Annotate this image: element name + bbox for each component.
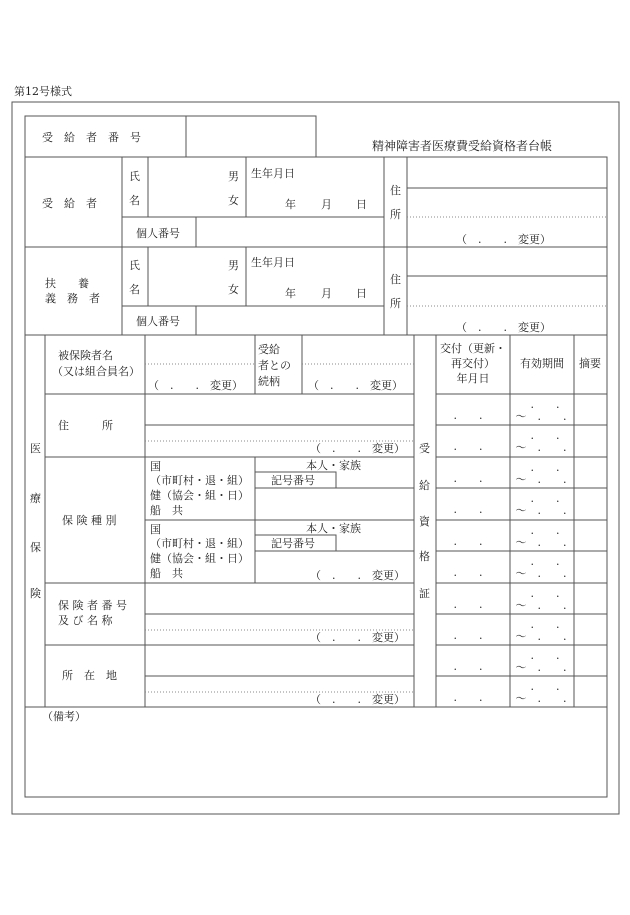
- validity-end-line: ～ . .: [515, 692, 567, 705]
- supporter-label-line2: 義 務 者: [45, 292, 100, 305]
- issue-date-dots: . .: [453, 535, 483, 548]
- type-kenpo: 健（協会・組・日）: [150, 489, 249, 502]
- validity-end-line: ～ . .: [515, 661, 567, 674]
- issue-date-dots: . .: [453, 503, 483, 516]
- personal-number-label: 個人番号: [136, 315, 180, 328]
- female-option: 女: [228, 283, 239, 296]
- validity-start-dots: . .: [530, 649, 560, 662]
- personal-number-label: 個人番号: [136, 227, 180, 240]
- medical-insurance-char: 療: [30, 492, 41, 505]
- validity-end-line: ～ . .: [515, 473, 567, 486]
- name-mei-char: 名: [129, 283, 140, 296]
- validity-start-dots: . .: [530, 429, 560, 442]
- validity-start-dots: . .: [530, 398, 560, 411]
- issue-date-dots: . .: [453, 629, 483, 642]
- validity-header: 有効期間: [520, 357, 564, 370]
- form-number: 第12号様式: [14, 85, 72, 98]
- year-label: 年: [285, 198, 296, 211]
- month-label: 月: [321, 287, 332, 300]
- female-option: 女: [228, 194, 239, 207]
- medical-insurance-char: 保: [30, 541, 41, 554]
- address-ju-char: 住: [390, 184, 401, 197]
- type-municipal: （市町村・退・組）: [150, 537, 249, 550]
- change-note: （ . . 変更）: [308, 379, 403, 392]
- year-label: 年: [285, 287, 296, 300]
- validity-end-line: ～ . .: [515, 599, 567, 612]
- recipient-label: 受 給 者: [42, 197, 97, 210]
- name-shi-char: 氏: [129, 170, 140, 183]
- issue-date-dots: . .: [453, 440, 483, 453]
- issue-date-dots: . .: [453, 472, 483, 485]
- remarks-label: （備考）: [42, 710, 86, 723]
- summary-header: 摘要: [579, 357, 601, 370]
- issue-date-dots: . .: [453, 598, 483, 611]
- validity-end-line: ～ . .: [515, 567, 567, 580]
- male-option: 男: [228, 259, 239, 272]
- day-label: 日: [356, 287, 367, 300]
- address-sho-char: 所: [390, 297, 401, 310]
- relation-label: 者との: [258, 359, 291, 372]
- certificate-char: 資: [419, 515, 430, 528]
- certificate-char: 格: [419, 550, 430, 563]
- issue-date-dots: . .: [453, 691, 483, 704]
- supporter-label-line1: 扶 養: [45, 277, 89, 290]
- recipient-number-label: 受 給 者 番 号: [42, 131, 141, 144]
- self-family-option: 本人・家族: [306, 522, 361, 535]
- male-option: 男: [228, 170, 239, 183]
- self-family-option: 本人・家族: [306, 459, 361, 472]
- validity-start-dots: . .: [530, 587, 560, 600]
- certificate-char: 証: [419, 587, 430, 600]
- type-municipal: （市町村・退・組）: [150, 474, 249, 487]
- medical-insurance-char: 険: [30, 587, 41, 600]
- name-shi-char: 氏: [129, 259, 140, 272]
- type-kuni: 国: [150, 460, 161, 473]
- validity-start-dots: . .: [530, 680, 560, 693]
- issue-date-header: 再交付）: [451, 357, 495, 370]
- address-sho-char: 所: [390, 208, 401, 221]
- type-kuni: 国: [150, 523, 161, 536]
- address-ju-char: 住: [390, 273, 401, 286]
- validity-start-dots: . .: [530, 618, 560, 631]
- validity-end-line: ～ . .: [515, 630, 567, 643]
- symbol-number-label: 記号番号: [271, 474, 315, 487]
- validity-end-line: ～ . .: [515, 410, 567, 423]
- address-change-note: （ . . 変更）: [456, 233, 551, 246]
- issue-date-dots: . .: [453, 566, 483, 579]
- insurance-type-label: 保 険 種 別: [62, 514, 117, 527]
- validity-end-line: ～ . .: [515, 504, 567, 517]
- validity-start-dots: . .: [530, 461, 560, 474]
- change-note: （ . . 変更）: [310, 442, 405, 455]
- insured-name-sub-label: （又は組合員名）: [52, 365, 140, 378]
- type-kenpo: 健（協会・組・日）: [150, 552, 249, 565]
- symbol-number-label: 記号番号: [271, 537, 315, 550]
- medical-insurance-char: 医: [30, 442, 41, 455]
- type-senin: 船 共: [150, 504, 183, 517]
- issue-date-dots: . .: [453, 409, 483, 422]
- relation-label: 続柄: [258, 375, 280, 388]
- validity-end-line: ～ . .: [515, 536, 567, 549]
- change-note: （ . . 変更）: [310, 631, 405, 644]
- day-label: 日: [356, 198, 367, 211]
- birth-date-label: 生年月日: [251, 256, 295, 269]
- insured-name-label: 被保険者名: [58, 349, 113, 362]
- validity-end-line: ～ . .: [515, 441, 567, 454]
- address-change-note: （ . . 変更）: [456, 321, 551, 334]
- form-title: 精神障害者医療費受給資格者台帳: [372, 139, 553, 153]
- name-mei-char: 名: [129, 194, 140, 207]
- certificate-char: 給: [419, 479, 430, 492]
- insurer-number-label: 保 険 者 番 号: [58, 599, 127, 612]
- insurance-address-label: 住 所: [58, 419, 113, 432]
- location-label: 所 在 地: [62, 669, 117, 682]
- month-label: 月: [321, 198, 332, 211]
- certificate-char: 受: [419, 442, 430, 455]
- change-note: （ . . 変更）: [148, 379, 243, 392]
- issue-date-dots: . .: [453, 660, 483, 673]
- relation-label: 受給: [258, 343, 280, 356]
- issue-date-header: 交付（更新・: [440, 342, 506, 355]
- change-note: （ . . 変更）: [310, 693, 405, 706]
- insurer-name-label: 及 び 名 称: [58, 614, 113, 627]
- validity-start-dots: . .: [530, 524, 560, 537]
- validity-start-dots: . .: [530, 555, 560, 568]
- issue-date-header: 年月日: [456, 372, 490, 385]
- change-note: （ . . 変更）: [310, 569, 405, 582]
- type-senin: 船 共: [150, 567, 183, 580]
- birth-date-label: 生年月日: [251, 167, 295, 180]
- validity-start-dots: . .: [530, 492, 560, 505]
